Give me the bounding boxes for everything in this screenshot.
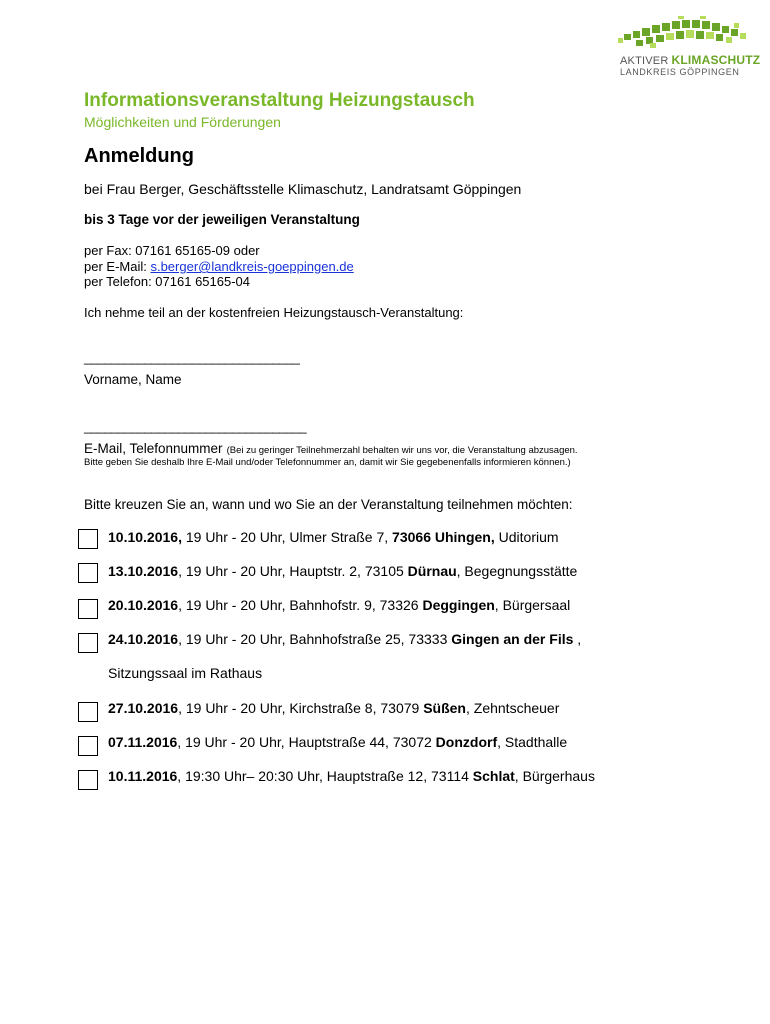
event-time-address: , 19 Uhr - 20 Uhr, Hauptstraße 44, 73072 bbox=[177, 734, 436, 750]
logo-mosaic-graphic bbox=[616, 16, 752, 52]
event-time-address: , 19 Uhr - 20 Uhr, Bahnhofstraße 25, 73333 bbox=[178, 631, 452, 647]
event-town: 73066 Uhingen, bbox=[392, 529, 495, 545]
event-checkbox-4[interactable] bbox=[78, 633, 98, 653]
event-venue: , Bürgerhaus bbox=[514, 768, 595, 784]
event-town: Gingen an der Fils bbox=[451, 631, 574, 647]
contact-email-line bbox=[84, 259, 354, 274]
event-checkbox-6[interactable] bbox=[78, 736, 98, 756]
event-time-address: , 19:30 Uhr– 20:30 Uhr, Hauptstraße 12, 73114 bbox=[177, 768, 473, 784]
event-date: 10.11.2016 bbox=[108, 768, 178, 784]
email-phone-note-line1: (Bei zu geringer Teilnehmerzahl behalten wir uns vor, die Veranstaltung abzusagen. bbox=[226, 445, 578, 456]
event-checkbox-7[interactable] bbox=[78, 770, 98, 790]
event-town: Donzdorf bbox=[435, 734, 498, 750]
event-town: Süßen bbox=[423, 700, 466, 716]
event-item-1 bbox=[108, 529, 559, 545]
event-venue: , Stadthalle bbox=[497, 734, 568, 750]
event-time-address: , 19 Uhr - 20 Uhr, Hauptstr. 2, 73105 bbox=[178, 563, 408, 579]
event-venue: , bbox=[573, 631, 582, 647]
event-item-4 bbox=[108, 631, 581, 647]
event-item-6 bbox=[108, 734, 567, 750]
event-time-address: , 19 Uhr - 20 Uhr, Bahnhofstr. 9, 73326 bbox=[178, 597, 423, 613]
event-date: 13.10.2016 bbox=[108, 563, 179, 579]
event-date: 07.11.2016 bbox=[108, 734, 178, 750]
event-date: 10.10.2016, bbox=[108, 529, 182, 545]
contact-email-prefix: per E-Mail: bbox=[84, 259, 151, 274]
event-venue: Uditorium bbox=[494, 529, 559, 545]
name-blank-line[interactable]: ________________________________ bbox=[84, 350, 300, 365]
contact-person: bei Frau Berger, Geschäftsstelle Klimaschutz, Landratsamt Göppingen bbox=[84, 181, 522, 197]
logo-text-landkreis: LANDKREIS GÖPPINGEN bbox=[620, 67, 740, 77]
event-date: 20.10.2016 bbox=[108, 597, 179, 613]
event-town: Dürnau bbox=[407, 563, 457, 579]
klimaschutz-logo bbox=[616, 16, 761, 80]
event-time-address: 19 Uhr - 20 Uhr, Ulmer Straße 7, bbox=[181, 529, 393, 545]
event-item-4-venue-line2: Sitzungssaal im Rathaus bbox=[108, 665, 263, 681]
event-date: 27.10.2016 bbox=[108, 700, 179, 716]
contact-fax: per Fax: 07161 65165-09 oder bbox=[84, 243, 260, 258]
events-intro: Bitte kreuzen Sie an, wann und wo Sie an der Veranstaltung teilnehmen möchten: bbox=[84, 497, 573, 512]
email-phone-label: E-Mail, Telefonnummer bbox=[84, 441, 223, 456]
event-checkbox-1[interactable] bbox=[78, 529, 98, 549]
logo-text-aktiver: AKTIVER bbox=[620, 55, 669, 67]
email-link[interactable]: s.berger@landkreis-goeppingen.de bbox=[150, 259, 354, 274]
event-town: Deggingen bbox=[422, 597, 495, 613]
email-phone-label-row bbox=[84, 441, 578, 456]
event-subtitle: Möglichkeiten und Förderungen bbox=[84, 114, 281, 130]
event-town: Schlat bbox=[472, 768, 515, 784]
registration-deadline: bis 3 Tage vor der jeweiligen Veranstaltung bbox=[84, 212, 360, 227]
participation-note: Ich nehme teil an der kostenfreien Heizungstausch-Veranstaltung: bbox=[84, 305, 464, 320]
logo-wordmark bbox=[620, 53, 760, 67]
name-label: Vorname, Name bbox=[84, 372, 182, 387]
event-item-7 bbox=[108, 768, 595, 784]
event-venue: , Begegnungsstätte bbox=[456, 563, 578, 579]
event-checkbox-3[interactable] bbox=[78, 599, 98, 619]
event-venue: , Zehntscheuer bbox=[465, 700, 560, 716]
event-item-5 bbox=[108, 700, 559, 716]
registration-heading: Anmeldung bbox=[84, 145, 194, 167]
event-checkbox-2[interactable] bbox=[78, 563, 98, 583]
contact-phone: per Telefon: 07161 65165-04 bbox=[84, 274, 251, 289]
event-checkbox-5[interactable] bbox=[78, 702, 98, 722]
event-title: Informationsveranstaltung Heizungstausch bbox=[84, 90, 475, 111]
email-phone-note-line2: Bitte geben Sie deshalb Ihre E-Mail und/oder Telefonnummer an, damit wir Sie gegebenenfalls informieren können.) bbox=[84, 457, 571, 468]
email-phone-blank-line[interactable]: _________________________________ bbox=[84, 419, 307, 434]
logo-text-klimaschutz: KLIMASCHUTZ bbox=[671, 53, 761, 67]
event-venue: , Bürgersaal bbox=[494, 597, 571, 613]
event-item-3 bbox=[108, 597, 570, 613]
event-time-address: , 19 Uhr - 20 Uhr, Kirchstraße 8, 73079 bbox=[178, 700, 424, 716]
event-item-2 bbox=[108, 563, 577, 579]
event-date: 24.10.2016 bbox=[108, 631, 179, 647]
